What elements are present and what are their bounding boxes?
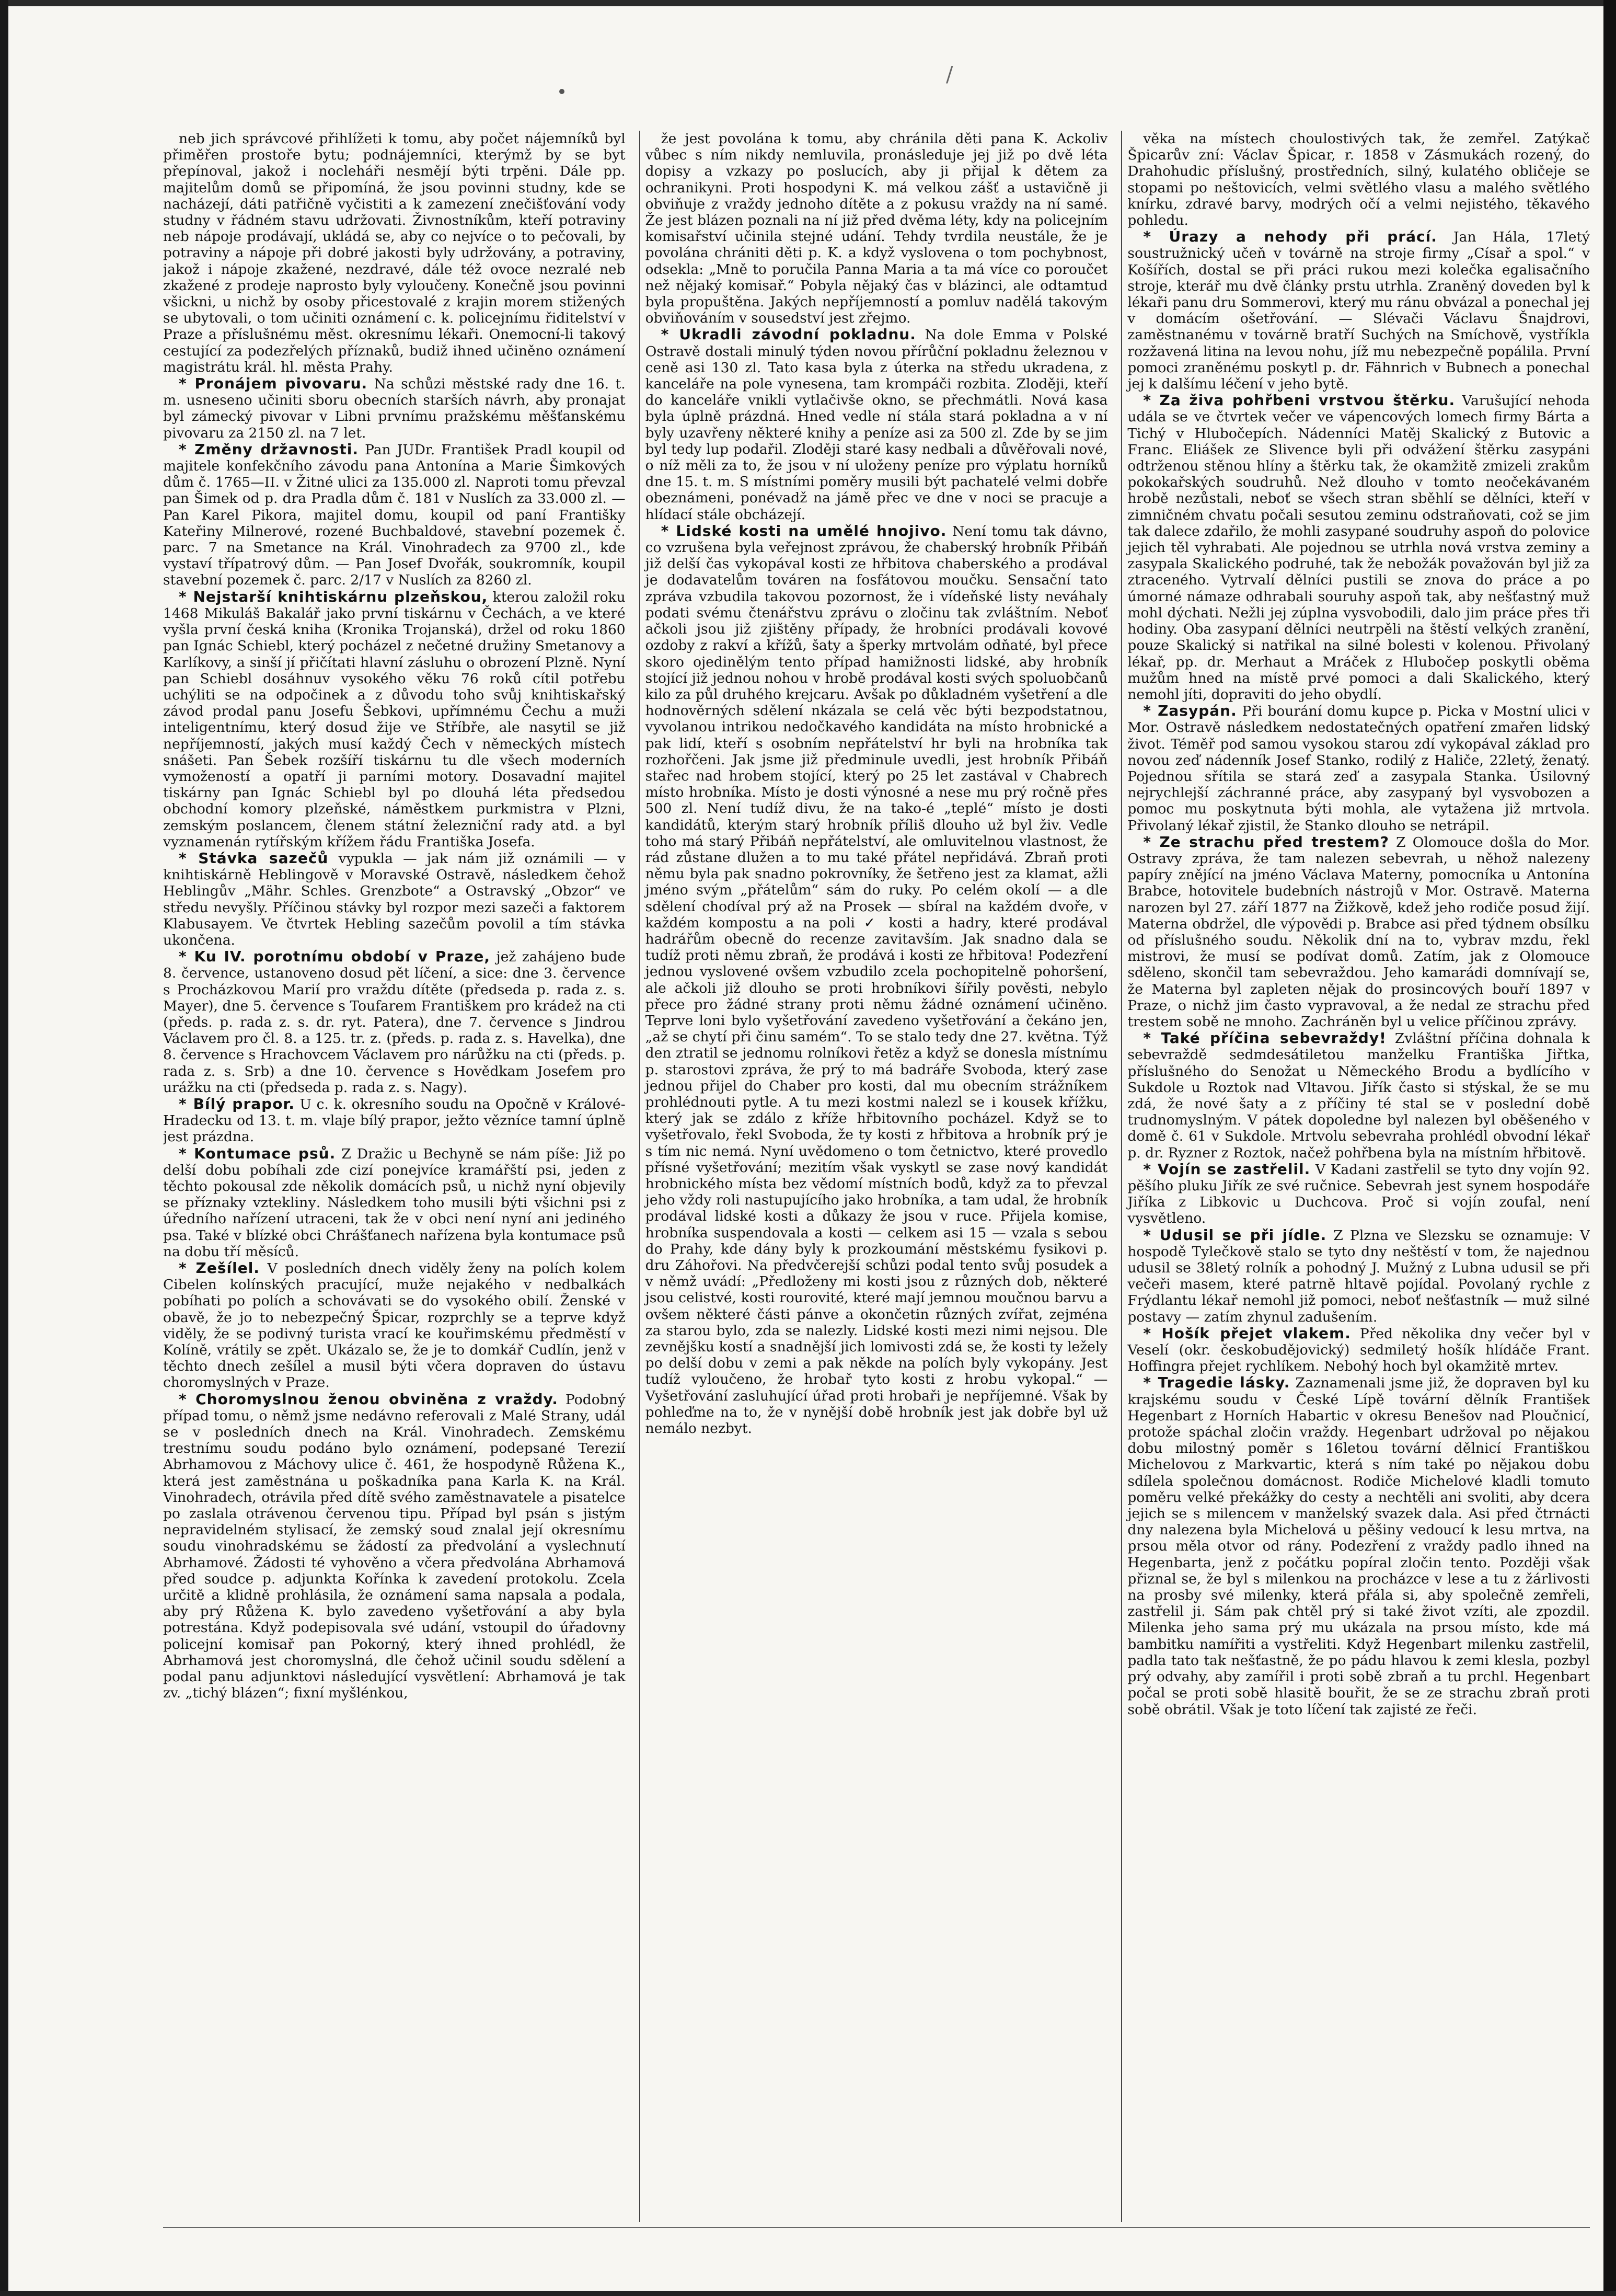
article-body: Z Dražic u Bechyně se nám píše: Již po delší dobu pobíhali zde cizí ponejvíce kramářští psi, jeden z těchto pokousal zde několik domácích psů, u nichž nyní objevily se příznaky vzteklinу. Následkem toho musili býti všichni psi z úředního nařízení utraceni, tak že v obci není nyní ani jediného psa. Také v blízké obci Chrášťanech nařízena byla kontumace psů na dobu tří měsíců. <box>163 1145 626 1260</box>
newspaper-columns <box>163 131 1590 2222</box>
article-body: Při bourání domu kupce p. Picka v Mostní ulici v Mor. Ostravě následkem nedostatečných opatření zmařen lidský život. Téměř pod samou vysokou starou zdí vykopával základ pro novou zeď nádenník Josef Stanko, rodilý z Haliče, 22letý, ženatý. Pojednou sřítila se stará zeď a zasypala Stanka. Úsilovný nejrychlejší záchranné práce, aby zasypaný byl vysvobozen a pomoc mu poskytnuta býti mohla, ale vytažena již mrtvola. Přivolaný lékař zjistil, že Stanko dlouho se netrápil. <box>1127 703 1590 834</box>
article-headline: * Ze strachu před trestem? <box>1143 833 1389 851</box>
article <box>163 375 626 441</box>
scan-edge-top <box>0 0 1616 6</box>
article-headline: * Bílý prapor. <box>179 1095 295 1112</box>
article-body: kterou založil roku 1468 Mikuláš Bakalář jako první tiskárnu v Čechách, a ve které vyšla první česká kniha (Kronika Trojanská), držel od roku 1860 pan Ignác Schiebl, který pocházel z nečetné družiny Smetanovy a Karlíkovy, a sinší jí přičítati hlavní zásluhu o obrození Plzně. Nyní pan Schiebl dosáhnuv vysokého věku 76 roků cítil potřebu uchýliti se na odpočinek a z důvodu toho svůj knihtiskařský závod prodal panu Josefu Šebkovi, upřímnému Čechu a muži inteligentnímu, který dosud žije ve Stříbře, ale nasytil se již nepříjemností, jakých musí každý Čech v německých místech snášeti. Pan Šebek rozšíří tiskárnu tu dle všech moderních vymožeností a opatří ji parními motory. Dosavadní majitel tiskárny pan Ignác Schiebl byl po dlouhá léta předsedou obchodní komory plzeňské, náměstkem purkmistra v Plzni, zemským poslancem, členem státní železniční rady atd. a byl vyznamenán rytířským křížem řádu Františka Josefa. <box>163 589 626 850</box>
column-3 <box>1121 131 1590 2222</box>
article-body: Pan JUDr. František Pradl koupil od majitele konfekčního závodu pana Antonína a Marie Šimkových dům č. 1765—II. v Žitné ulici za 135.000 zl. Naproti tomu převzal pan Šimek od p. dra Pradla dům č. 181 v Nuslích za 33.000 zl. — Pan Karel Pikora, majitel domu, koupil od paní Františky Kateřiny Milnerové, rozené Buchbaldové, stavební pozemek č. parc. 7 na Smetance na Král. Vinohradech za 9700 zl., kde vystaví třípatrový dům. — Pan Josef Dvořák, soukromník, koupil stavební pozemek č. parc. 2/17 v Nuslích za 8260 zl. <box>163 441 626 589</box>
article <box>1127 1374 1590 1717</box>
article-body: V posledních dnech viděly ženy na polích kolem Cibelen kolínských pracující, muže nejakého v nedbalkách pobíhati po polích a schovávati se do vysokého obilí. Ženské v obavě, že jo to nebezpečný Špicar, rozprchly se a teprve když viděly, že se podivný turista vrací ke kouřimskému předměstí v Kolíně, vrátily se zpět. Ukázalo se, že je to domkář Cudlín, jenž v těchto dnech zešílel a musil býti včera dopraven do ústavu choromyslných v Praze. <box>163 1260 626 1391</box>
article-headline: * Udusil se při jídle. <box>1143 1226 1327 1244</box>
article-headline: * Změny državnosti. <box>179 440 359 458</box>
article <box>163 1391 626 1702</box>
article <box>163 589 626 850</box>
article-body: věka na místech choulostivých tak, že zemřel. Zatýkač Špicarův zní: Václav Špicar, r. 1858 v Zásmukách rozený, do Drahohudic příslušný, prostředních, silný, kulatého obličeje se stopami po neštovicích, velmi světlého vlasu a malého světlého knírku, zdravé barvy, modrých očí a velmi nejistého, těkavého pohledu. <box>1127 131 1590 229</box>
bottom-rule <box>163 2227 1590 2228</box>
article-body: Není tomu tak dávno, co vzrušena byla veřejnost zprávou, že chaberský hrobník Přibáň již delší čas vykopával kosti ze hřbitova chaberského a prodával je dodavatelům továren na fosfátovou moučku. Sensační tato zpráva vzbudila takovou pozornost, že i vídeňské listy neváhaly podati svému čtenářstvu zprávu o zločinu tak zvláštním. Neboť ačkoli jsou již zjištěny případy, že hrobníci prodávali kovové ozdoby z rakví a křížů, šaty a šperky mrtvolám odňaté, byl přece skoro ojedinělým tento případ hamižnosti lidské, aby hrobník stojící již jednou nohou v hrobě prodával kosti svých spoluobčanů kilo za půl druhého krejcaru. Avšak po důkladném vyšetření a dle hodnověrných sdělení nkázala se celá věc býti bezpodstatnou, vyvolanou intrikou nedočkavého kandidáta na místo hrobnické a pak lidí, kteří s osobním nepřátelství hr byli na hrobníka tak rozhořčeni. Jak jsme již předminule uvedli, jest hrobník Přibáň stařec nad hrobem stojící, který po 25 let zastával v Chabrech místo hrobníka. Místo je dosti výnosné a nese mu prý ročně přes 500 zl. Není tudíž divu, že na tako-é „teplé“ místo je dosti kandidátů, kterým starý hrobník příliš dlouho už byl živ. Vedle toho má starý Přibáň nepřátelství, ale omluvitelnou vlastnost, že rád zůstane dlužen a to mu také přátel nepřidává. Zbraň proti němu byla pak snadno pokrovníky, že šetřeno jest za klamat, ažli jméno svým „přátelům“ sám do ruky. Po celém okolí — a dle sdělení chodíval prý až na Prosek — sbíral na každém dvoře, v každém kompostu a na poli ✓ kosti a hadry, které prodával hadrářům obecně do recenze zavitavším. Jak snadno dala se tudíž proti němu zbraň, že prodává i kosti ze hřbitova! Podezření jednou vyslovené ovšem vzbudilo zcela pochopitelně pohoršení, ale ačkoli již dlouho se proti hrobníkovi šířily pověsti, nebylo přece pro žádné strany proti němu žádné oznámení učiněno. Teprve loni bylo vyšetřování zavedeno vyšetřování a čekáno jen, „až se chytí při činu samém“. To se stalo tedy dne 27. května. Týž den ztratil se jednomu rolníkovi řetěz a když se donesla místnímu p. starostovi zpráva, že prý to má badráře Svoboda, který zase jednou přijel do Chaber pro kosti, dal mu obecním strážníkem prohlédnouti pytle. A tu mezi kostmi nalezl se i kousek křížku, který jak se zdálo z kříže hřbitovního pocházel. Když se to vyšetřovalo, řekl Svoboda, že ty kosti z hřbitova a hrobník prý je s tím nic nemá. Nyní uvědomeno o tom četnictvo, které provedlo přísné vyšetřování; mezitím však vyskytl se zase nový kandidát hrobnického místa bez vědomí místních bodů, když za to převzal jeho vždy roli nastupujícího jako hrobníka, a tam udal, že hrobník prodával lidské kosti a důkazy že jsou v ruce. Přijela komise, hrobníka suspendovala a kosti — celkem asi 15 — vzala s sebou do Prahy, kde dány byly k prozkoumání městskému fysikovi p. dru Záhořovi. Na předvčerejší schůzi podal tento svůj posudek a v němž uvádí: „Předloženy mi kosti jsou z různých dob, některé jsou celistvé, kosti rourovité, které mají jemnou moučnou barvu a ovšem některé části pánve a okončetin různých zvířat, zejména za starou bylo, zda se nalezly. Lidské kosti mezi nimi nejsou. Dle zevnějšku kostí a snadnější jich lomivosti zdá se, že kosti ty ležely po delší dobu v zemi a pak někde na polích byly vykopány. Jest tudíž vyloučeno, že hrobař tyto kosti z hrobu vykopal.“ — Vyšetřování zasluhující úřad proti hrobaři je nepříjemné. Však by pohleďme na to, že v nynější době hrobník jest jak dobře byl už nemálo nezbyt. <box>645 523 1108 1437</box>
article <box>163 131 626 375</box>
scan-edge-left <box>0 0 8 2296</box>
article-headline: * Kontumace psů. <box>179 1144 336 1162</box>
scan-edge-right <box>1603 0 1616 2296</box>
article-body: Varušující nehoda udála se ve čtvrtek večer ve vápencových lomech firmy Bárta a Tichý v Hlubočepích. Nádenníci Matěj Skalický z Butovic a Franc. Eliášek ze Slivence byli při odvážení štěrku zasypáni odtrženou stěnou hlíny a štěrku tak, že okamžitě zmizeli zrakům pokokařských soudruhů. Než dlouho v tomto neočekávaném hrobě nezůstali, neboť se všech stran sběhlí se dělníci, kteří v zimničném chvatu počali sesutou zeminu odstraňovati, což se jim tak dalece zdařilo, že mohli zasypané soudruhy aspoň do polovice jejich těl vyhrabati. Ale pojednou se utrhla nová vrstva zeminy a zasypala Skalického podruhé, tak že nebožák považován byl již za ztraceného. Vytrvalí dělníci pustili se znova do práce a po úmorné námaze odhrabali souruhy aspoň tak, aby nešťastný muž mohl dýchati. Nežli jej zúplna vysvobodili, dalo jim práce přes tři hodiny. Oba zasypaní dělníci neutrpěli na štěstí velkých zranění, pouze Skalický si natřikal na silné bolesti v kolenou. Přivolaný lékař, pp. dr. Merhaut a Mráček z Hlubočep poskytli oběma mužům hned na místě prvé pomoci a dali Skalického, který nemohl jíti, dopraviti do jeho obydlí. <box>1127 393 1590 703</box>
article-body: Podobný případ tomu, o němž jsme nedávno referovali z Malé Strany, udál se v posledních dnech na Král. Vinohradech. Zemskému trestnímu soudu podáno bylo oznámení, podepsané Terezií Abrhamovou z Máchovy ulice č. 461, že hospodyně Růžena K., která jest zaměstnána u poškadníka pana Karla K. na Král. Vinohradech, otrávila před dítě svého zaměstnavatele a pisatelce po zaslala otrávenou červenou tipu. Případ byl psán s jistým nepravidelném stylisací, že zemský soud znalal její okresnímu soudu vinohradskému se žádostí za předvolání a vyslechnutí Abrhamové. Žádosti té vyhověno a včera předvolána Abrhamová před soudce p. adjunkta Kořínka k zavedení protokolu. Zcela určitě a klidně prohlásila, že oznámení sama napsala a podala, aby prý Růžena K. bylo zavedeno vyšetřování a aby byla potrestána. Když podepisovala své udání, vstoupil do úřadovny policejní komisař pan Pokorný, který ihned prohlédl, že Abrhamová jest choromyslná, dle čehož učinil soudu sdělení a podal panu adjunktovi následující vysvětlení: Abrhamová je tak zv. „tichý blázen“; fixní myšlénkou, <box>163 1391 626 1702</box>
article-body: Před několika dny večer byl v Veselí (okr. českobudějovický) sedmiletý hošík hlídáče Frant. Hoffingra přejet rychlíkem. Nebohý hoch byl okamžitě mrtev. <box>1127 1325 1590 1375</box>
article <box>645 131 1108 326</box>
article-body: Z Plzna ve Slezsku se oznamuje: V hospodě Tylečkově stalo se tyto dny neštěstí v tom, že najednou udusil se 38letý rolník a pohodný J. Mužný z Lubna udusil se při večeři masem, které patrně hltavě pojídal. Povolaný rychle z Frýdlantu lékař nemohl již pomoci, neboť nešťastník — muž silné postavy — zatím zhynul zadušením. <box>1127 1227 1590 1325</box>
article <box>645 326 1108 522</box>
article-body: Jan Hála, 17letý soustružnický učeň v továrně na stroje firmy „Císař a spol.“ v Košířích, dostal se při práci rukou mezi kolečka egalisačního stroje, kterář mu dvě články prstu utrhla. Zraněný doveden byl k lékaři panu dru Sommerovi, který mu ránu obvázal a ponechal jej v domácím ošetřování. — Slévači Václavu Šnajdrovi, zaměstnanému v továrně bratří Suchých na Smíchově, vystříkla rozžavená litina na levou nohu, jíž mu nebezpečně popálila. První pomoci zraněnému poskytl p. dr. Fähnrich v Bubnech a ponechal jej k dalšímu léčení v jeho bytě. <box>1127 229 1590 393</box>
article <box>1127 703 1590 834</box>
article-headline: * Lidské kosti na umělé hnojivo. <box>661 522 947 539</box>
article-headline: * Stávka sazečů <box>179 849 329 867</box>
article-body: Na schůzi městské rady dne 16. t. m. usneseno učiniti sboru obecních starších návrh, aby pronajat byl zámecký pivovar v Libni prvnímu pražskému měšťanskému pivovaru za 2150 zl. na 7 let. <box>163 376 626 441</box>
article <box>1127 1161 1590 1227</box>
article-headline: * Vojín se zastřelil. <box>1143 1160 1311 1178</box>
column-2 <box>639 131 1108 2222</box>
article <box>1127 131 1590 228</box>
article-body: vypukla — jak nám již oznámili — v knihtiskárně Heblingově v Moravské Ostravě, následkem čehož Heblingův „Mähr. Schles. Grenzbote“ a Ostravský „Obzor“ ve středu nevyšly. Příčinou stávky byl rozpor mezi sazeči a faktorem Klabusayem. Ve čtvrtek Hebling sazečům povolil a tím stávka ukončena. <box>163 850 626 948</box>
article-body: Z Olomouce došla do Mor. Ostravy zpráva, že tam nalezen sebevrah, u něhož nalezeny papíry znějící na jméno Václava Materny, pomocníka u Antonína Brabce, hotovitele budebních nástrojů v Mor. Ostravě. Materna narozen byl 27. září 1877 na Žižkově, kdež jeho rodiče posud žijí. Materna obdržel, dle výpovědi p. Brabce asi před týdnem obsílku od příslušného soudu. Několik dní na to, vybrav mzdu, řekl mistrovi, že musí se podívat domů. Zatím, jak z Olomouce sděleno, skončil tam sebevraždou. Jeho kamarádi domnívají se, že Materna byl zapleten nějak do prosincových bouří 1897 v Praze, o nichž jim často vypravoval, a že nedal ze strachu před trestem sobě ne mnoho. Zachráněn byl u velice příčinou zprávy. <box>1127 834 1590 1030</box>
article-headline: * Ku IV. porotnímu období v Praze, <box>179 948 490 966</box>
article-body: V Kadani zastřelil se tyto dny vojín 92. pěšího pluku Jiřík ze své ručnice. Sebevrah jest synem hospodáře Jiříka z Libkovic u Duchcova. Proč si vojín zoufal, není vysvětleno. <box>1127 1161 1590 1227</box>
article <box>645 523 1108 1437</box>
article <box>163 1096 626 1145</box>
article <box>1127 1030 1590 1161</box>
article-headline: * Za živa pohřbeni vrstvou štěrku. <box>1143 392 1456 409</box>
ink-dot <box>559 89 564 94</box>
article <box>1127 1227 1590 1325</box>
article-headline: * Zasypán. <box>1143 702 1237 720</box>
page-mark: / <box>946 63 953 87</box>
article-body: že jest povolána k tomu, aby chránila děti pana K. Ackoliv vůbec s ním nikdy nemluvila, pronásleduje jej již po dvě léta dopisy a vzkazy po poslucích, aby ji přijal k dětem za ochranikyni. Proti hospodyni K. má velkou zášť a ustavičně ji obviňuje z vraždy jednoho dítěte a z pokusu vraždy na ní samé. Že jest blázen poznali na ní již před dvěma léty, kdy na policejním komisařství učinila stejné udání. Tehdy tvrdila neustále, že je povolána chrániti děti p. K. a když vyslovena o tom pochybnost, odsekla: „Mně to poručila Panna Maria a ta má více co poroučet než nějaký komisař.“ Pobyla nějaký čas v blázinci, ale odtamtud byla propuštěna. Jakých nepříjemností a pomluv nadělá takovým obviňováním v sousedství jest zřejmo. <box>645 131 1108 327</box>
article-headline: * Nejstarší knihtiskárnu plzeňskou, <box>179 588 488 605</box>
article <box>1127 1325 1590 1375</box>
article-headline: * Hošík přejet vlakem. <box>1143 1324 1351 1342</box>
article-body: Na dole Emma v Polské Ostravě dostali minulý týden novou přírůční pokladnu železnou v ceně asi 130 zl. Tato kasa byla z úterka na středu ukradena, z kanceláře na pole vynesena, tam krompáči rozbita. Zloději, kteří do kanceláře vnikli vytlačivše okno, se přechmátli. Nová kasa byla úplně prázdná. Hned vedle ní stála stará pokladna a v ní byly uzavřeny některé knihy a peníze asi za 500 zl. Zde by se jim byl tedy lup podařil. Zloději staré kasy nedbali a důvěřovali nové, o níž měli za to, že jsou v ní uloženy peníze pro výplatu horníků dne 15. t. m. S místními poměry musili být pachatelé velmi dobře obeznámeni, ponévadž na jámě přec ve dne v noci se pracuje a hlídací stále obcházejí. <box>645 327 1108 523</box>
article <box>1127 392 1590 703</box>
article <box>163 1260 626 1391</box>
article-body: jež zahájeno bude 8. července, ustanoveno dosud pět líčení, a sice: dne 3. července s Procházkovou Marií pro vraždu dítěte (předseda p. rada z. s. Mayer), dne 5. července s Toufarem Františkem pro krádež na cti (předs. p. rada z. s. dr. ryt. Patera), dne 7. července s Jindrou Václavem pro čl. 8. a 125. tr. z. (předs. p. rada z. s. Havelka), dne 8. července s Hrachovcem Václavem pro nárůžku na cti (předs. p. rada z. s. Srb) a dne 10. července s Hovědkam Josefem pro urážku na cti (předseda p. rada z. s. Nagy). <box>163 949 626 1096</box>
column-1 <box>163 131 626 2222</box>
article <box>163 850 626 948</box>
article-body: U c. k. okresního soudu na Opočně v Králové-Hradecku od 13. t. m. vlaje bílý prapor, ježto vězníce tamní úplně jest prázdna. <box>163 1096 626 1145</box>
article <box>1127 228 1590 392</box>
article-headline: * Choromyslnou ženou obviněna z vraždy. <box>179 1390 558 1408</box>
article-headline: * Zešílel. <box>179 1259 260 1277</box>
article <box>163 948 626 1096</box>
article <box>1127 834 1590 1030</box>
article <box>163 441 626 589</box>
article <box>163 1145 626 1260</box>
article-body: Zvláštní příčina dohnala k sebevraždě sedmdesátiletou manželku Františka Jiřtka, příslušného do Senožat u Německého Brodu a bydlícího v Sukdole u Roztok nad Vltavou. Jiřík často si stýskal, že se mu zdá, že nové šaty a z příčiny té stal se v poslední době trudnomyslným. V pátek dopoledne byl nalezen byl oběšeného v domě č. 61 v Sukdole. Mrtvolu sebevraha prohlédl obvodní lékař p. dr. Ryzner z Roztok, načež pohřbena byla na místním hřbitově. <box>1127 1030 1590 1161</box>
article-body: Zaznamenali jsme již, že dopraven byl ku krajskému soudu v České Lípě tovární dělník František Hegenbart z Horních Habartic v okresu Benešov nad Ploučnicí, protože spáchal zločin vraždy. Hegenbart udržoval po nějakou dobu milostný poměr s 16letou tovární dělnicí Františkou Michelovou z Markvartic, která s ním také po nějakou dobu sdílela společnou domácnost. Rodiče Michelové kladli tomuto poměru velké překážky do cesty a nechtěli ani svoliti, aby dcera jejich se s milencem v manželský svazek dala. Asi před čtrnácti dny nalezena byla Michelová u pěšiny vedoucí k lesu mrtva, na prsou měla otvor od rány. Podezření z vraždy padlo ihned na Hegenbarta, jenž z počátku popíral zločin tento. Později však přiznal se, že byl s milenkou na procházce v lese a tu z žárlivosti na prosby své milenky, která přála si, aby společně zemřeli, zastřelil ji. Sám pak chtěl prý si také život vzíti, ale zpozdil. Milenka jeho sama prý mu ukázala na prsou místo, kde má bambitku namířiti a vystřeliti. Když Hegenbart milenku zastřelil, padla tato tak nešťastně, že po pádu hlavou k zemi klesla, pozbyl prý odvahy, aby zamířil i proti sobě zbraň a tu prchl. Hegenbart počal se proti sobě hlasitě bouřit, že se ze strachu zbraň proti sobě obrátil. Však je toto líčení tak zajisté ze řeči. <box>1127 1375 1590 1718</box>
article-headline: * Tragedie lásky. <box>1143 1374 1290 1392</box>
article-headline: * Úrazy a nehody při prácí. <box>1143 228 1437 246</box>
article-headline: * Ukradli závodní pokladnu. <box>661 326 916 343</box>
article-body: neb jich správcové přihlížeti k tomu, aby počet nájemníků byl přiměřen prostoře bytu; podnájemníci, kterýmž by se byt přepínoval, jakož i nocleháři nesmějí býti trpěni. Dále pp. majitelům domů se připomíná, že jsou povinni studny, kde se nacházejí, dáti patřičně vyčistiti a k zamezení znečišťování vody studny v řádném stavu udržovati. Živnostníkům, kteří potraviny neb nápoje prodávají, ukládá se, aby co nejvíce o to pečovali, by potraviny a nápoje při dobré jakosti byly udržovány, a potraviny, jakož i nápoje zkažené, nezdravé, dále též ovoce nezralé neb zkažené z prodeje naprosto byly vyloučeny. Konečně jsou povinni všickni, u nichž by osoby přicestovalé z krajin morem stižených se ubytovali, o tom učiniti oznámení c. k. policejnímu řiditelství v Praze a příslušnému měst. okresnímu lékaři. Onemocní-li takový cestující za podezřelých příznaků, budiž ihned učiněno oznámení magistrátu král. hl. města Prahy. <box>163 131 626 375</box>
scan-edge-bottom <box>0 2291 1616 2296</box>
article-headline: * Pronájem pivovaru. <box>179 375 368 393</box>
article-headline: * Také příčina sebevraždy! <box>1143 1029 1387 1047</box>
